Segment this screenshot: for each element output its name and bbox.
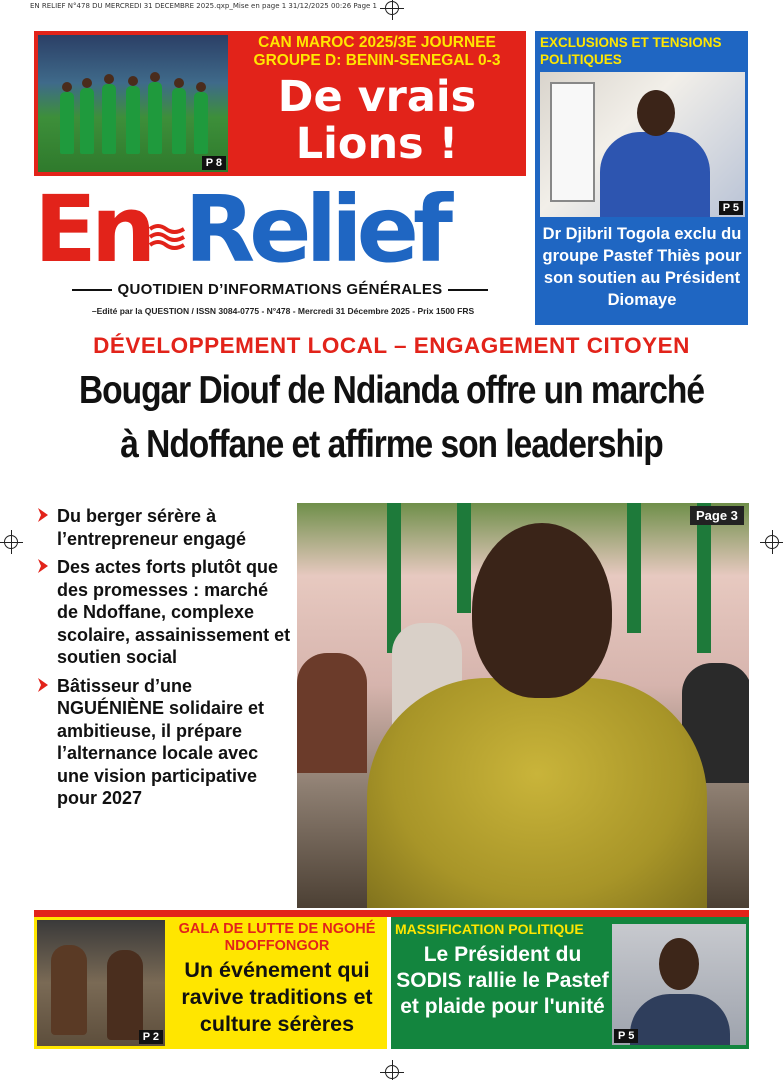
main-headline [72,364,711,472]
main-bullets [34,505,292,816]
edition-info: –Edité par la QUESTION / ISSN 3084-0775 - N°478 - Mercredi 31 Décembre 2025 - Prix 1500 FRS [91,306,475,316]
bullet-item: Des actes forts plutôt que des promesses : marché de Ndoffane, complexe scolaire, assainissement et soutien social [34,556,292,669]
logo-part-relief: Relief [184,176,448,283]
gala-text: Un événement qui ravive traditions et culture sérères [181,958,373,1036]
speaker-photo [540,72,745,217]
president-photo [612,924,746,1045]
logo-part-en: En [34,176,151,283]
logo-wave-icon [148,217,186,255]
main-headline-line-1: Bougar Diouf de Ndianda offre un marché [78,369,705,412]
page-badge-gala: P 2 [139,1030,163,1044]
gala-title: GALA DE LUTTE DE NGOHÉ NDOFFONGOR [178,921,376,954]
top-story-headline: De vrais Lions ! [277,72,477,169]
registration-mark-bottom [385,1065,399,1079]
registration-mark-top [385,1,399,15]
bullet-item: Bâtisseur d’une NGUÉNIÈNE solidaire et ambitieuse, il prépare l’alternance locale avec une vision participative pour 2027 [34,675,292,810]
side-story-title: EXCLUSIONS ET TENSIONS POLITIQUES [540,35,722,67]
registration-mark-left [4,535,18,549]
newspaper-logo [34,178,526,282]
bottom-divider [34,910,749,917]
page-badge-massification: P 5 [614,1029,638,1043]
chevron-right-icon [36,677,50,693]
bullet-item: Du berger sérère à l’entrepreneur engagé [34,505,292,550]
main-story-photo [297,503,749,908]
registration-mark-right [765,535,779,549]
chevron-right-icon [36,507,50,523]
main-headline-line-2: à Ndoffane et affirme son leadership [120,423,663,466]
chevron-right-icon [36,558,50,574]
main-kicker: DÉVELOPPEMENT LOCAL – ENGAGEMENT CITOYEN [93,333,690,358]
tagline: QUOTIDIEN D’INFORMATIONS GÉNÉRALES [34,281,526,298]
football-team-photo [38,35,228,172]
page-badge-main: Page 3 [690,506,744,525]
side-story-text: Dr Djibril Togola exclu du groupe Pastef Thiès pour son soutien au Président Diomaye [542,225,742,309]
massification-title: MASSIFICATION POLITIQUE [395,921,584,937]
massification-text: Le Président du SODIS rallie le Pastef et plaide pour l'unité [396,943,609,1018]
wrestling-photo [37,920,165,1046]
print-slug: EN RELIEF N°478 DU MERCREDI 31 DECEMBRE 2025.qxp_Mise en page 1 31/12/2025 00:26 Page 1 [30,2,377,10]
page-badge-football: P 8 [202,156,226,170]
page-badge-side: P 5 [719,201,743,215]
top-story-title: CAN MAROC 2025/3E JOURNEE GROUPE D: BENIN-SENEGAL 0-3 [253,34,501,69]
